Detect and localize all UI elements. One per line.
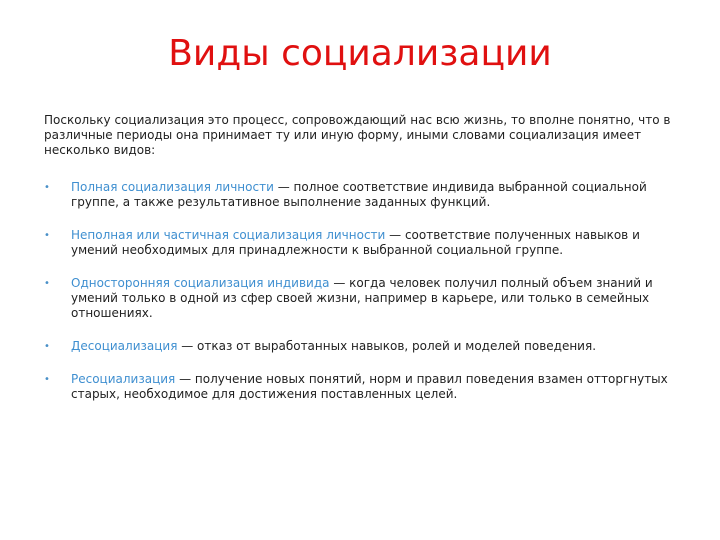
term: Неполная или частичная социализация личности: [71, 228, 386, 242]
term: Полная социализация личности: [71, 180, 274, 194]
definition: — полное соответствие индивида выбранной социальной группе, а также результативное выполнение заданных функций.: [71, 180, 647, 209]
bullet-icon: •: [44, 374, 50, 385]
definition: — отказ от выработанных навыков, ролей и моделей поведения.: [177, 339, 597, 353]
bullet-icon: •: [44, 182, 50, 193]
definition: — получение новых понятий, норм и правил поведения взамен отторгнутых старых, необходимое для достижения поставленных целей.: [71, 372, 668, 401]
term: Десоциализация: [71, 339, 178, 353]
term: Односторонняя социализация индивида: [71, 276, 330, 290]
definition: — соответствие полученных навыков и умений необходимых для принадлежности к выбранной социальной группе.: [71, 228, 640, 257]
list-item: [44, 339, 684, 354]
bullet-icon: •: [44, 278, 50, 289]
bullet-icon: •: [44, 230, 50, 241]
bullet-icon: •: [44, 341, 50, 352]
list-item: [44, 276, 684, 321]
slide-title: Виды социализации: [168, 33, 552, 74]
bullet-list: [44, 180, 684, 402]
intro-paragraph: Поскольку социализация это процесс, сопровождающий нас всю жизнь, то вполне понятно, что в различные периоды она принимает ту или иную форму, иными словами социализация имеет несколько видов:: [44, 113, 671, 157]
list-item: [44, 180, 684, 210]
term: Ресоциализация: [71, 372, 176, 386]
list-item: [44, 372, 684, 402]
list-item: [44, 228, 684, 258]
definition: — когда человек получил полный объем знаний и умений только в одной из сфер своей жизни, например в карьере, или только в семейных отношениях.: [71, 276, 653, 320]
